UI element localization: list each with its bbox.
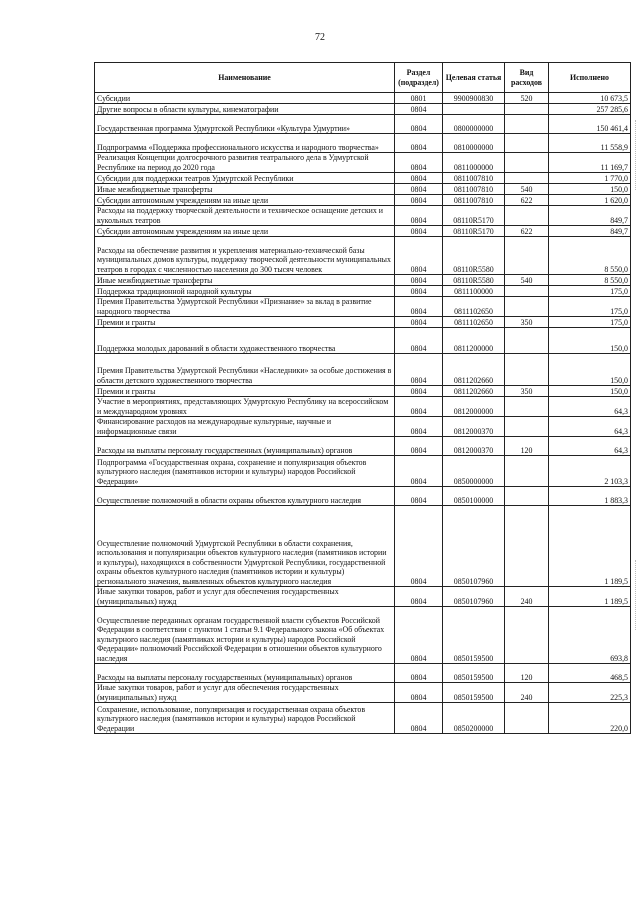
cell-expense-type: 520: [505, 93, 549, 104]
cell-name: Иные межбюджетные трансферты: [95, 184, 395, 195]
table-row: [95, 237, 631, 275]
cell-expense-type: [505, 328, 549, 354]
cell-name: Сохранение, использование, популяризация и государственная охрана объектов культурного наследия (памятников истории и культуры) народов Российской Федерации: [95, 703, 395, 734]
header-article: Целевая статья: [443, 63, 505, 93]
cell-article: 0811100000: [443, 286, 505, 297]
cell-name: Расходы на поддержку творческой деятельности и техническое оснащение детских и кукольных театров: [95, 206, 395, 226]
cell-article: 0811000000: [443, 153, 505, 173]
cell-expense-type: 120: [505, 437, 549, 456]
cell-article: 0810000000: [443, 134, 505, 153]
cell-expense-type: 120: [505, 664, 549, 683]
cell-expense-type: 540: [505, 275, 549, 286]
cell-amount: 150,0: [549, 354, 631, 386]
header-expense-type: Вид расходов: [505, 63, 549, 93]
table-row: [95, 153, 631, 173]
cell-amount: 849,7: [549, 226, 631, 237]
cell-article: 0850107960: [443, 587, 505, 607]
cell-name: Субсидии автономным учреждениям на иные цели: [95, 226, 395, 237]
cell-article: 0850200000: [443, 703, 505, 734]
cell-amount: 8 550,0: [549, 237, 631, 275]
table-row: [95, 607, 631, 664]
cell-name: Участие в мероприятиях, представляющих Удмуртскую Республику на всероссийском и международном уровнях: [95, 397, 395, 417]
cell-expense-type: 540: [505, 184, 549, 195]
table-row: [95, 184, 631, 195]
cell-section: 0804: [395, 328, 443, 354]
table-row: [95, 664, 631, 683]
table-row: [95, 226, 631, 237]
cell-amount: 8 550,0: [549, 275, 631, 286]
cell-amount: 64,3: [549, 397, 631, 417]
cell-article: 0811007810: [443, 173, 505, 184]
cell-amount: 175,0: [549, 317, 631, 328]
cell-expense-type: 622: [505, 226, 549, 237]
table-row: [95, 195, 631, 206]
cell-name: Финансирование расходов на международные культурные, научные и информационные связи: [95, 417, 395, 437]
cell-article: 0811102650: [443, 317, 505, 328]
header-amount: Исполнено: [549, 63, 631, 93]
table-body: [95, 93, 631, 734]
budget-table: [94, 62, 631, 734]
table-row: [95, 683, 631, 703]
cell-article: 9900900830: [443, 93, 505, 104]
cell-section: 0804: [395, 226, 443, 237]
cell-expense-type: [505, 153, 549, 173]
cell-expense-type: [505, 115, 549, 134]
table-row: [95, 328, 631, 354]
cell-section: 0804: [395, 456, 443, 487]
cell-name: Субсидии: [95, 93, 395, 104]
cell-amount: 225,3: [549, 683, 631, 703]
cell-amount: 220,0: [549, 703, 631, 734]
table-row: [95, 703, 631, 734]
cell-name: Поддержка молодых дарований в области художественного творчества: [95, 328, 395, 354]
cell-section: 0804: [395, 354, 443, 386]
cell-article: 0812000370: [443, 437, 505, 456]
cell-section: 0804: [395, 115, 443, 134]
cell-name: Осуществление переданных органам государственной власти субъектов Российской Федерации в соответствии с пунктом 1 статьи 9.1 Федерального закона «Об объектах культурного наследия (памятниках истории и культуры) народов Российской Федерации» полномочий Российской Федерации в отношении объектов культурного наследия: [95, 607, 395, 664]
cell-amount: 468,5: [549, 664, 631, 683]
cell-expense-type: [505, 104, 549, 115]
cell-name: Подпрограмма «Государственная охрана, сохранение и популяризация объектов культурного наследия (памятников истории и культуры) народов Российской Федерации»: [95, 456, 395, 487]
cell-section: 0804: [395, 437, 443, 456]
cell-name: Расходы на обеспечение развития и укрепления материально-технической базы муниципальных домов культуры, поддержку творческой деятельности муниципальных театров в городах с численностью населения до 300 тысяч человек: [95, 237, 395, 275]
cell-section: 0804: [395, 275, 443, 286]
cell-amount: 175,0: [549, 297, 631, 317]
cell-amount: 10 673,5: [549, 93, 631, 104]
cell-section: 0804: [395, 587, 443, 607]
cell-amount: 175,0: [549, 286, 631, 297]
cell-amount: 150,0: [549, 328, 631, 354]
cell-article: 08110R5580: [443, 237, 505, 275]
table-row: [95, 115, 631, 134]
cell-expense-type: 240: [505, 683, 549, 703]
table-row: [95, 417, 631, 437]
cell-name: Поддержка традиционной народной культуры: [95, 286, 395, 297]
cell-amount: 1 770,0: [549, 173, 631, 184]
table-row: [95, 386, 631, 397]
table-row: [95, 173, 631, 184]
table-row: [95, 286, 631, 297]
cell-section: 0804: [395, 286, 443, 297]
cell-article: 0850159500: [443, 607, 505, 664]
cell-name: Другие вопросы в области культуры, кинематографии: [95, 104, 395, 115]
cell-expense-type: [505, 134, 549, 153]
cell-section: 0801: [395, 93, 443, 104]
cell-expense-type: [505, 506, 549, 587]
cell-section: 0804: [395, 184, 443, 195]
cell-expense-type: [505, 286, 549, 297]
cell-article: 0812000000: [443, 397, 505, 417]
cell-amount: 1 189,5: [549, 587, 631, 607]
cell-expense-type: [505, 237, 549, 275]
cell-section: 0804: [395, 664, 443, 683]
cell-section: 0804: [395, 417, 443, 437]
cell-amount: 2 103,3: [549, 456, 631, 487]
cell-section: 0804: [395, 317, 443, 328]
cell-expense-type: [505, 417, 549, 437]
cell-article: 0812000370: [443, 417, 505, 437]
header-name: Наименование: [95, 63, 395, 93]
cell-section: 0804: [395, 506, 443, 587]
cell-expense-type: 622: [505, 195, 549, 206]
cell-article: 08110R5170: [443, 226, 505, 237]
cell-section: 0804: [395, 297, 443, 317]
cell-section: 0804: [395, 703, 443, 734]
cell-name: Субсидии для поддержки театров Удмуртской Республики: [95, 173, 395, 184]
cell-name: Премия Правительства Удмуртской Республики «Признание» за вклад в развитие народного творчества: [95, 297, 395, 317]
cell-section: 0804: [395, 487, 443, 506]
cell-expense-type: [505, 456, 549, 487]
cell-amount: 849,7: [549, 206, 631, 226]
cell-article: 0800000000: [443, 115, 505, 134]
table-row: [95, 397, 631, 417]
table-row: [95, 134, 631, 153]
cell-amount: 150,0: [549, 386, 631, 397]
cell-name: Иные закупки товаров, работ и услуг для обеспечения государственных (муниципальных) нужд: [95, 587, 395, 607]
table-row: [95, 487, 631, 506]
table-row: [95, 275, 631, 286]
table-row: [95, 354, 631, 386]
cell-section: 0804: [395, 237, 443, 275]
cell-article: 08110R5580: [443, 275, 505, 286]
table-row: [95, 587, 631, 607]
cell-article: 0850159500: [443, 664, 505, 683]
cell-section: 0804: [395, 153, 443, 173]
cell-name: Осуществление полномочий в области охраны объектов культурного наследия: [95, 487, 395, 506]
table-row: [95, 437, 631, 456]
table-row: [95, 104, 631, 115]
cell-expense-type: [505, 397, 549, 417]
scan-margin-mark: [634, 120, 636, 190]
cell-section: 0804: [395, 104, 443, 115]
cell-name: Премии и гранты: [95, 386, 395, 397]
cell-article: 0850100000: [443, 487, 505, 506]
cell-amount: 693,8: [549, 607, 631, 664]
cell-amount: 1 620,0: [549, 195, 631, 206]
cell-article: 0811102650: [443, 297, 505, 317]
cell-amount: 11 169,7: [549, 153, 631, 173]
cell-article: [443, 104, 505, 115]
cell-amount: 1 189,5: [549, 506, 631, 587]
cell-article: 0811202660: [443, 354, 505, 386]
cell-name: Осуществление полномочий Удмуртской Республики в области сохранения, использования и популяризации объектов культурного наследия (памятников истории и культуры), находящихся в собственности Удмуртской Республики, государственной охраны объектов культурного наследия (памятников истории и культуры) регионального значения, выявленных объектов культурного наследия: [95, 506, 395, 587]
table-row: [95, 93, 631, 104]
cell-name: Реализация Концепции долгосрочного развития театрального дела в Удмуртской Республике на период до 2020 года: [95, 153, 395, 173]
table-header-row: [95, 63, 631, 93]
table-row: [95, 506, 631, 587]
cell-amount: 150,0: [549, 184, 631, 195]
cell-section: 0804: [395, 683, 443, 703]
cell-expense-type: 350: [505, 386, 549, 397]
cell-expense-type: [505, 297, 549, 317]
cell-section: 0804: [395, 134, 443, 153]
cell-amount: 11 558,9: [549, 134, 631, 153]
table-row: [95, 206, 631, 226]
cell-article: 0811007810: [443, 184, 505, 195]
cell-expense-type: [505, 206, 549, 226]
cell-amount: 1 883,3: [549, 487, 631, 506]
cell-article: 0850107960: [443, 506, 505, 587]
cell-expense-type: [505, 607, 549, 664]
cell-section: 0804: [395, 386, 443, 397]
cell-amount: 257 285,6: [549, 104, 631, 115]
cell-article: 0811202660: [443, 386, 505, 397]
cell-name: Государственная программа Удмуртской Республики «Культура Удмуртии»: [95, 115, 395, 134]
cell-expense-type: [505, 354, 549, 386]
cell-expense-type: 350: [505, 317, 549, 328]
header-section: Раздел (подраздел): [395, 63, 443, 93]
cell-expense-type: [505, 173, 549, 184]
cell-amount: 150 461,4: [549, 115, 631, 134]
cell-section: 0804: [395, 195, 443, 206]
cell-section: 0804: [395, 397, 443, 417]
cell-article: 08110R5170: [443, 206, 505, 226]
cell-amount: 64,3: [549, 437, 631, 456]
cell-section: 0804: [395, 206, 443, 226]
cell-article: 0811007810: [443, 195, 505, 206]
table-row: [95, 297, 631, 317]
cell-name: Иные закупки товаров, работ и услуг для обеспечения государственных (муниципальных) нужд: [95, 683, 395, 703]
cell-article: 0850159500: [443, 683, 505, 703]
cell-expense-type: 240: [505, 587, 549, 607]
cell-article: 0811200000: [443, 328, 505, 354]
cell-expense-type: [505, 487, 549, 506]
cell-article: 0850000000: [443, 456, 505, 487]
cell-amount: 64,3: [549, 417, 631, 437]
page-number: 72: [315, 32, 325, 43]
scan-margin-mark: [634, 560, 636, 630]
cell-name: Подпрограмма «Поддержка профессионального искусства и народного творчества»: [95, 134, 395, 153]
table-row: [95, 456, 631, 487]
cell-name: Премии и гранты: [95, 317, 395, 328]
cell-expense-type: [505, 703, 549, 734]
cell-section: 0804: [395, 607, 443, 664]
cell-name: Субсидии автономным учреждениям на иные цели: [95, 195, 395, 206]
cell-name: Премия Правительства Удмуртской Республики «Наследники» за особые достижения в области детского художественного творчества: [95, 354, 395, 386]
table-row: [95, 317, 631, 328]
cell-name: Расходы на выплаты персоналу государственных (муниципальных) органов: [95, 437, 395, 456]
cell-name: Расходы на выплаты персоналу государственных (муниципальных) органов: [95, 664, 395, 683]
cell-section: 0804: [395, 173, 443, 184]
cell-name: Иные межбюджетные трансферты: [95, 275, 395, 286]
